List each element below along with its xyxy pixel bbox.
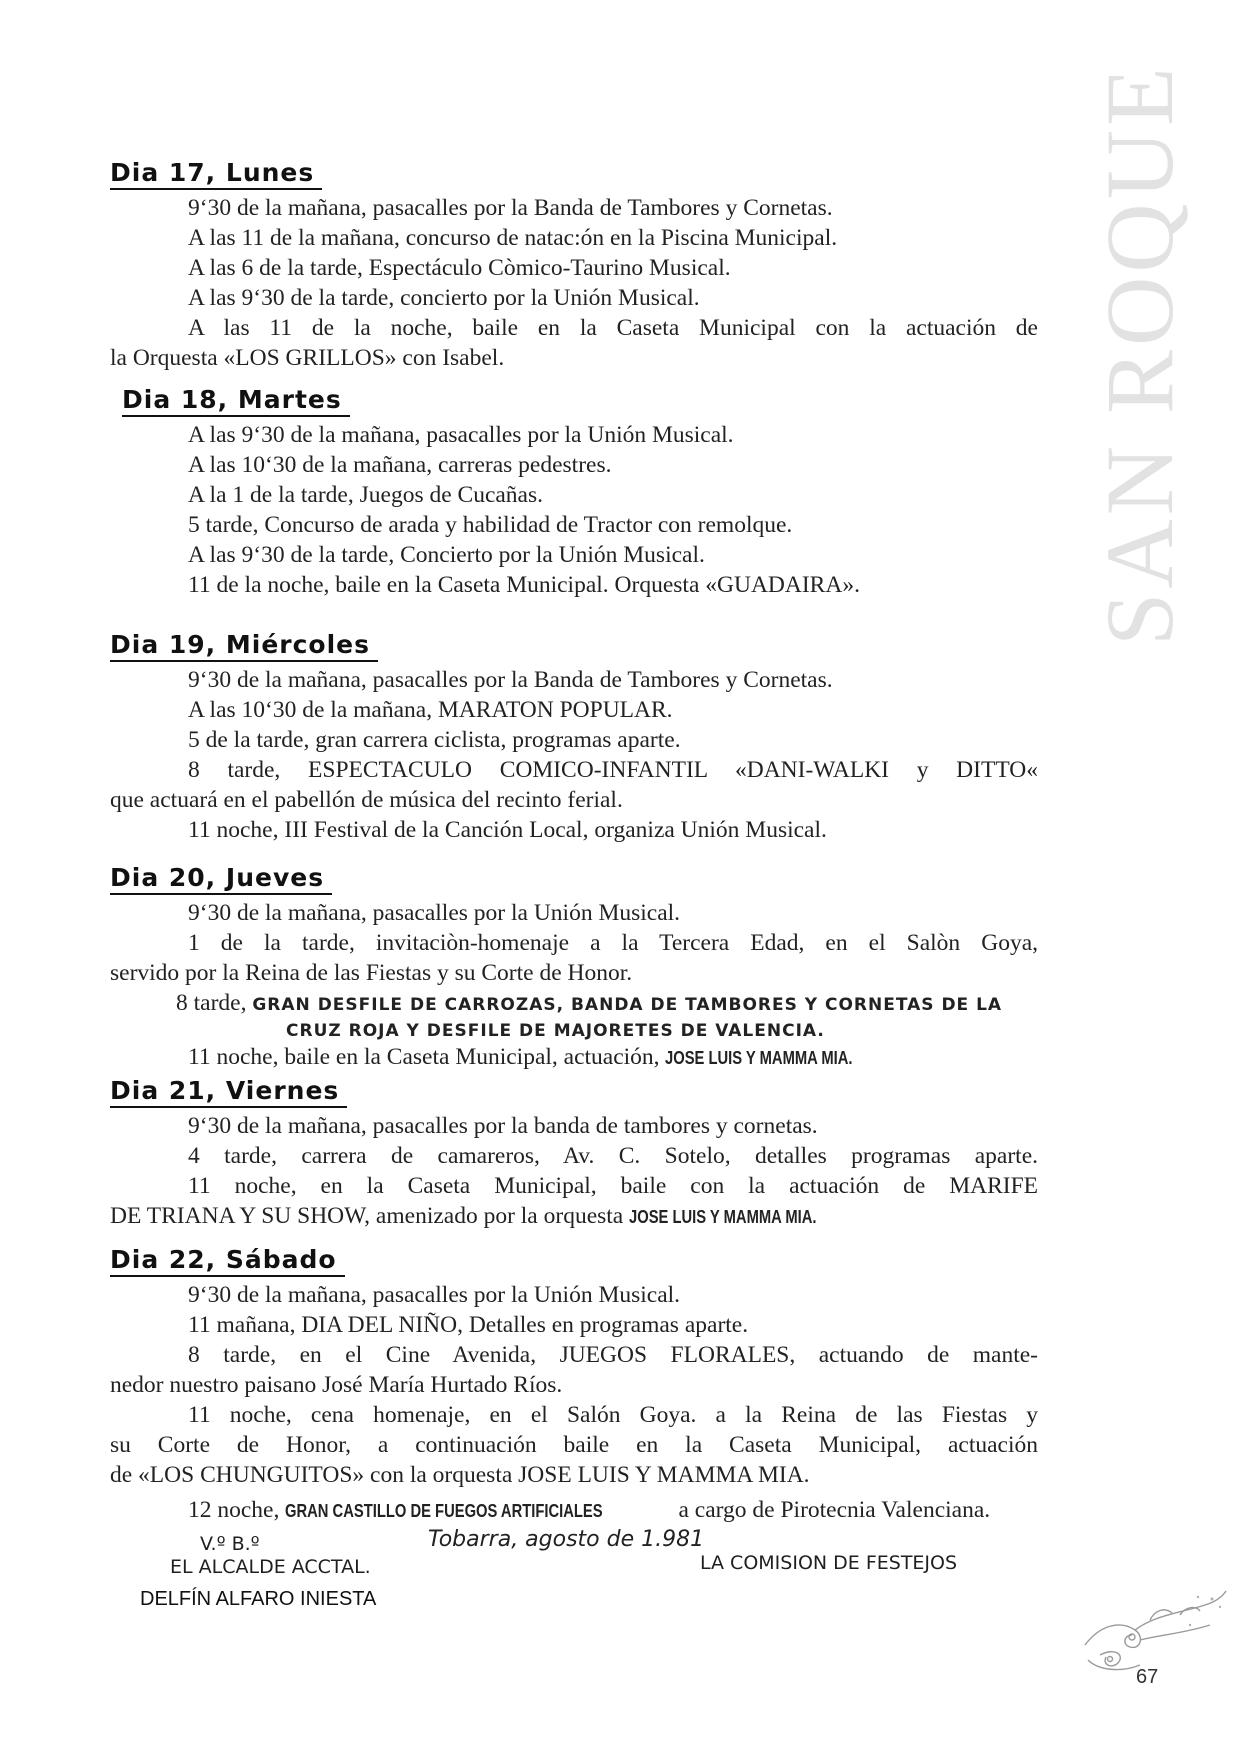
text-line: 11 de la noche, baile en la Caseta Municipal. Orquesta «GUADAIRA». [188,572,860,598]
text-fragment-caps: GRAN DESFILE DE CARROZAS, BANDA DE TAMBORES Y CORNETAS DE LA [252,995,1003,1015]
text-line: 9‘30 de la mañana, pasacalles por la Unión Musical. [188,1282,681,1308]
text-line [188,1042,894,1073]
vobo-label: V.º B.º [200,1533,260,1555]
text-line: A las 9‘30 de la tarde, concierto por la Unión Musical. [188,285,700,311]
text-fragment: 11 noche, baile en la Caseta Municipal, actuación, [188,1044,660,1070]
text-line: 1 de la tarde, invitaciòn-homenaje a la Tercera Edad, en el Salòn Goya, [188,930,1038,956]
text-line: A las 10‘30 de la mañana, MARATON POPULAR. [188,697,673,723]
text-fragment: DE TRIANA Y SU SHOW, amenizado por la orquesta [110,1203,624,1229]
text-fragment-caps: CRUZ ROJA Y DESFILE DE MAJORETES DE VALENCIA. [286,1021,825,1041]
text-line: 4 tarde, carrera de camareros, Av. C. Sotelo, detalles programas aparte. [188,1143,1038,1169]
day-heading: Dia 19, Miércoles [110,632,378,662]
day-heading: Dia 22, Sábado [110,1247,345,1277]
text-line: 9‘30 de la mañana, pasacalles por la Banda de Tambores y Cornetas. [188,667,833,693]
text-line: 5 de la tarde, gran carrera ciclista, programas aparte. [188,727,681,753]
text-fragment-bold: JOSE LUIS Y MAMMA MIA. [629,1207,817,1227]
text-line: 11 noche, III Festival de la Canción Local, organiza Unión Musical. [188,817,827,843]
floral-ornament-icon [1080,1585,1230,1675]
text-line: 5 tarde, Concurso de arada y habilidad de Tractor con remolque. [188,512,793,538]
text-line: 9‘30 de la mañana, pasacalles por la Banda de Tambores y Cornetas. [188,195,833,221]
text-fragment: 12 noche, [188,1497,280,1523]
text-line: 8 tarde, en el Cine Avenida, JUEGOS FLORALES, actuando de mante- [188,1342,1038,1368]
text-line: A las 9‘30 de la mañana, pasacalles por la Unión Musical. [188,422,734,448]
page-number: 67 [1136,1666,1159,1688]
author-name: DELFÍN ALFARO INIESTA [140,1588,377,1610]
text-line: A las 9‘30 de la tarde, Concierto por la Unión Musical. [188,542,705,568]
text-line: A las 11 de la mañana, concurso de natac:ón en la Piscina Municipal. [188,225,838,251]
place-date: Tobarra, agosto de 1.981 [428,1527,705,1552]
day-heading: Dia 21, Viernes [110,1078,347,1108]
text-line: la Orquesta «LOS GRILLOS» con Isabel. [110,345,505,371]
day-heading: Dia 20, Jueves [110,865,332,895]
text-line: 11 noche, en la Caseta Municipal, baile con la actuación de MARIFE [188,1173,1038,1199]
text-line: A la 1 de la tarde, Juegos de Cucañas. [188,482,544,508]
text-fragment: 8 tarde, [176,990,247,1016]
text-line: nedor nuestro paisano José María Hurtado Ríos. [110,1372,563,1398]
text-line: 9‘30 de la mañana, pasacalles por la banda de tambores y cornetas. [188,1113,818,1139]
text-line: servido por la Reina de las Fiestas y su Corte de Honor. [110,960,633,986]
text-line: de «LOS CHUNGUITOS» con la orquesta JOSE LUIS Y MAMMA MIA. [110,1462,810,1488]
mayor-title: EL ALCALDE ACCTAL. [170,1556,371,1578]
text-line: 9‘30 de la mañana, pasacalles por la Unión Musical. [188,900,681,926]
text-line: A las 6 de la tarde, Espectáculo Còmico-Taurino Musical. [188,255,731,281]
committee-title: LA COMISION DE FESTEJOS [700,1552,958,1574]
day-heading: Dia 17, Lunes [110,160,322,190]
text-line: 11 mañana, DIA DEL NIÑO, Detalles en programas aparte. [188,1312,749,1338]
text-line [188,1495,990,1526]
text-line: A las 11 de la noche, baile en la Caseta Municipal con la actuación de [188,315,1038,341]
side-title: SAN ROQUE [1086,63,1193,646]
day-heading: Dia 18, Martes [122,387,350,417]
text-line [110,1201,858,1232]
text-line: 11 noche, cena homenaje, en el Salón Goya. a la Reina de las Fiestas y [188,1402,1038,1428]
text-line: A las 10‘30 de la mañana, carreras pedestres. [188,452,612,478]
text-fragment-bold: GRAN CASTILLO DE FUEGOS ARTIFICIALES [285,1501,603,1521]
text-line: su Corte de Honor, a continuación baile en la Caseta Municipal, actuación [110,1432,1038,1458]
text-fragment: a cargo de Pirotecnia Valenciana. [678,1497,991,1523]
text-line: que actuará en el pabellón de música del recinto ferial. [110,787,623,813]
text-line: 8 tarde, ESPECTACULO COMICO-INFANTIL «DANI-WALKI y DITTO« [188,757,1038,783]
text-fragment-bold: JOSE LUIS Y MAMMA MIA. [665,1048,853,1068]
